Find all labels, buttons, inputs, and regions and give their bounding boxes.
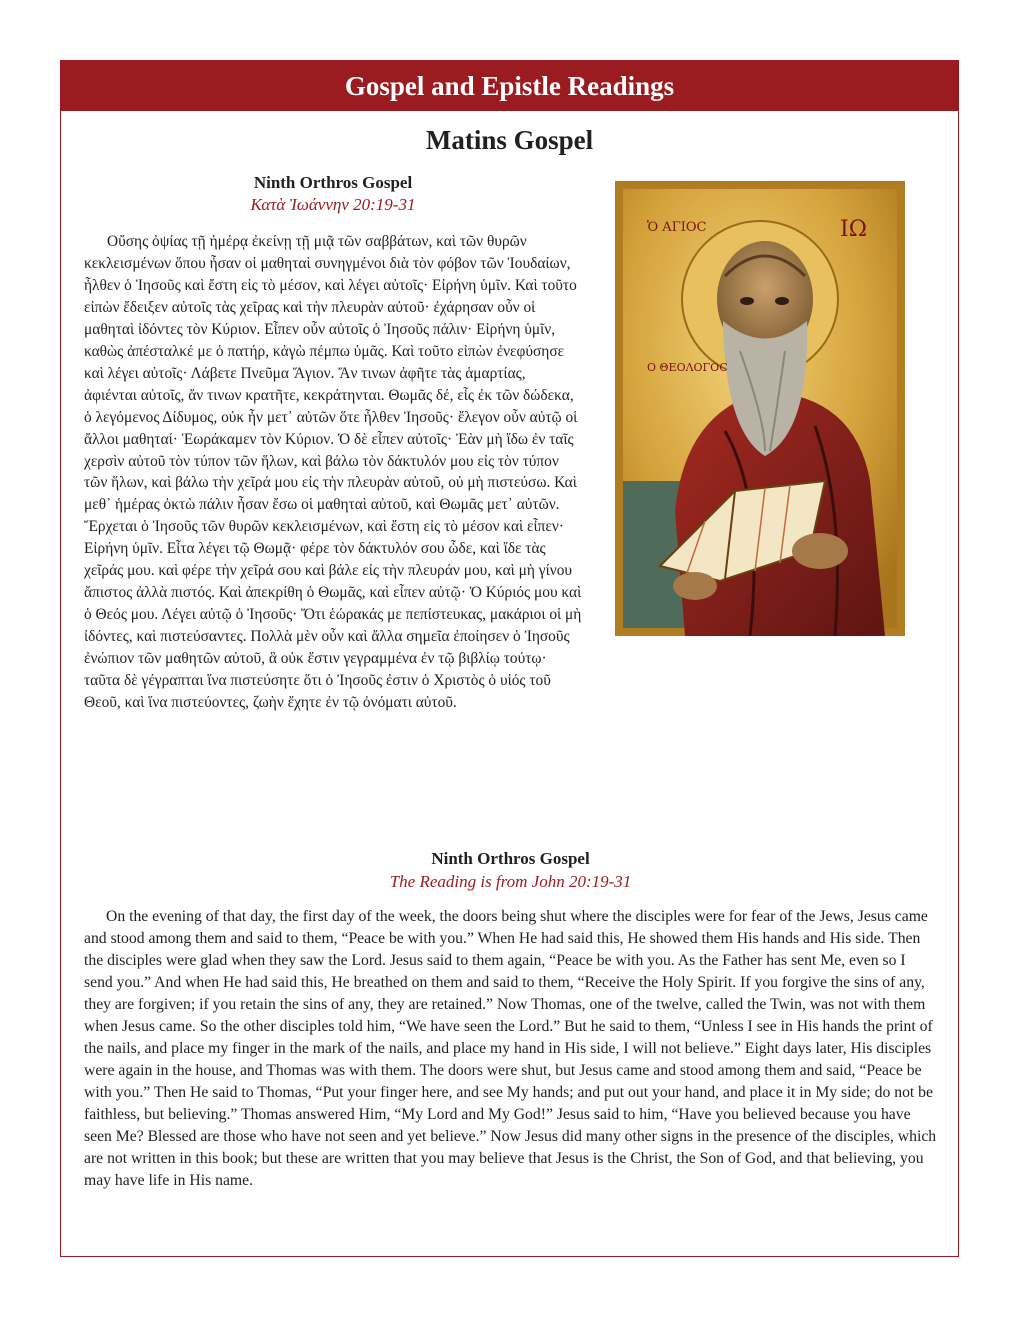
greek-reading-text: Οὔσης ὀψίας τῇ ἡμέρᾳ ἐκείνῃ τῇ μιᾷ τῶν σαββάτων, καὶ τῶν θυρῶν κεκλεισμένων ὅπου ἦσαν οἱ μαθηταὶ συνηγμένοι διὰ τὸν φόβον τῶν Ἰουδαίων, ἦλθεν ὁ Ἰησοῦς καὶ ἔστη εἰς τὸ μέσον, καὶ λέγει αὐτοῖς· Εἰρήνη ὑμῖν. Καὶ τοῦτο εἰπὼν ἔδειξεν αὐτοῖς τὰς χεῖρας καὶ τὴν πλευρὰν αὐτοῦ· ἐχάρησαν οὖν οἱ μαθηταὶ ἰδόντες τὸν Κύριον. Εἶπεν οὖν αὐτοῖς ὁ Ἰησοῦς πάλιν· Εἰρήνη ὑμῖν, καθὼς ἀπέσταλκέ με ὁ πατήρ, κἀγὼ πέμπω ὑμᾶς. Καὶ τοῦτο εἰπὼν ἐνεφύσησε καὶ λέγει αὐτοῖς· Λάβετε Πνεῦμα Ἅγιον. Ἄν τινων ἀφῆτε τὰς ἁμαρτίας, ἀφιένται αὐτοῖς, ἄν τινων κρατῆτε, κεκράτηνται. Θωμᾶς δέ, εἷς ἐκ τῶν δώδεκα, ὁ λεγόμενος Δίδυμος, οὐκ ἦν μετ᾽ αὐτῶν ὅτε ἦλθεν Ἰησοῦς· ἔλεγον οὖν αὐτῷ οἱ ἄλλοι μαθηταί· Ἑωράκαμεν τὸν Κύριον. Ὁ δὲ εἶπεν αὐτοῖς· Ἐὰν μὴ ἴδω ἐν ταῖς χερσὶν αὐτοῦ τὸν τύπον τῶν ἥλων, καὶ βάλω τὸν δάκτυλόν μου εἰς τὸν τύπον τῶν ἥλων, καὶ βάλω τὴν χεῖρά μου εἰς τὴν πλευρὰν αὐτοῦ, οὐ μὴ πιστεύσω. Καὶ μεθ᾽ ἡμέρας ὀκτὼ πάλιν ἦσαν ἔσω οἱ μαθηταὶ αὐτοῦ, καὶ Θωμᾶς μετ᾽ αὐτῶν. Ἔρχεται ὁ Ἰησοῦς τῶν θυρῶν κεκλεισμένων, καὶ ἔστη εἰς τὸ μέσον καὶ εἶπεν· Εἰρήνη ὑμῖν. Εἶτα λέγει τῷ Θωμᾷ· φέρε τὸν δάκτυλόν σου ὧδε, καὶ ἴδε τὰς χεῖράς μου. καὶ φέρε τὴν χεῖρά σου καὶ βάλε εἰς τὴν πλευράν μου, καὶ μὴ γίνου ἄπιστος ἀλλὰ πιστός. Καὶ ἀπεκρίθη ὁ Θωμᾶς, καὶ εἶπεν αὐτῷ· Ὁ Κύριός μου καὶ ὁ Θεός μου. Λέγει αὐτῷ ὁ Ἰησοῦς· Ὅτι ἑώρακάς με πεπίστευκας, μακάριοι οἱ μὴ ἰδόντες, καὶ πιστεύσαντες. Πολλὰ μὲν οὖν καὶ ἄλλα σημεῖα ἐποίησεν ὁ Ἰησοῦς ἐνώπιον τῶν μαθητῶν αὐτοῦ, ἃ οὐκ ἔστιν γεγραμμένα ἐν τῷ βιβλίῳ τούτῳ· ταῦτα δὲ γέγραπται ἵνα πιστεύσητε ὅτι ὁ Ἰησοῦς ἐστιν ὁ Χριστὸς ὁ υἱός τοῦ Θεοῦ, καὶ ἵνα πιστεύοντες, ζωὴν ἔχητε ἐν τῷ ὀνόματι αὐτοῦ. <box>84 233 582 712</box>
greek-reading-reference: Κατὰ Ἰωάννην 20:19-31 <box>250 195 416 214</box>
english-reading-text: On the evening of that day, the first day of the week, the doors being shut where the disciples were for fear of the Jews, Jesus came and stood among them and said to them, “Peace be with you.” When He had said this, He showed them His hands and His side. Then the disciples were glad when they saw the Lord. Jesus said to them again, “Peace be with you. As the Father has sent Me, even so I send you.” And when He had said this, He breathed on them and said to them, “Receive the Holy Spirit. If you forgive the sins of any, they are forgiven; if you retain the sins of any, they are retained.” Now Thomas, one of the twelve, called the Twin, was not with them when Jesus came. So the other disciples told him, “We have seen the Lord.” But he said to them, “Unless I see in His hands the print of the nails, and place my finger in the mark of the nails, and place my hand in His side, I will not believe.” Eight days later, His disciples were again in the house, and Thomas was with them. The doors were shut, but Jesus came and stood among them and said, “Peace be with you.” Then He said to Thomas, “Put your finger here, and see My hands; and put out your hand, and place it in My side; do not be faithless, but believing.” Thomas answered Him, “My Lord and My God!” Jesus said to him, “Have you believed because you have seen Me? Blessed are those who have not seen and yet believe.” Now Jesus did many other signs in the presence of the disciples, which are not written in this book; but these are written that you may believe that Jesus is the Christ, the Son of God, and that believing, you may have life in His name. <box>84 908 937 1189</box>
english-reading-title: Ninth Orthros Gospel <box>431 849 590 868</box>
icon-inscription-right: ΙΩ <box>840 217 867 242</box>
section-banner: Gospel and Epistle Readings <box>61 61 958 111</box>
english-reading-reference: The Reading is from John 20:19-31 <box>389 872 632 891</box>
icon-inscription-left: Ὁ ΑΓΙΟϹ <box>647 220 707 235</box>
saint-john-icon-image <box>615 181 905 636</box>
greek-reading-title: Ninth Orthros Gospel <box>253 173 413 192</box>
page-title: Matins Gospel <box>425 125 594 155</box>
page-frame <box>60 60 959 1257</box>
icon-inscription-lower: Ο ΘΕΟΛΟΓΟϹ <box>647 361 728 374</box>
